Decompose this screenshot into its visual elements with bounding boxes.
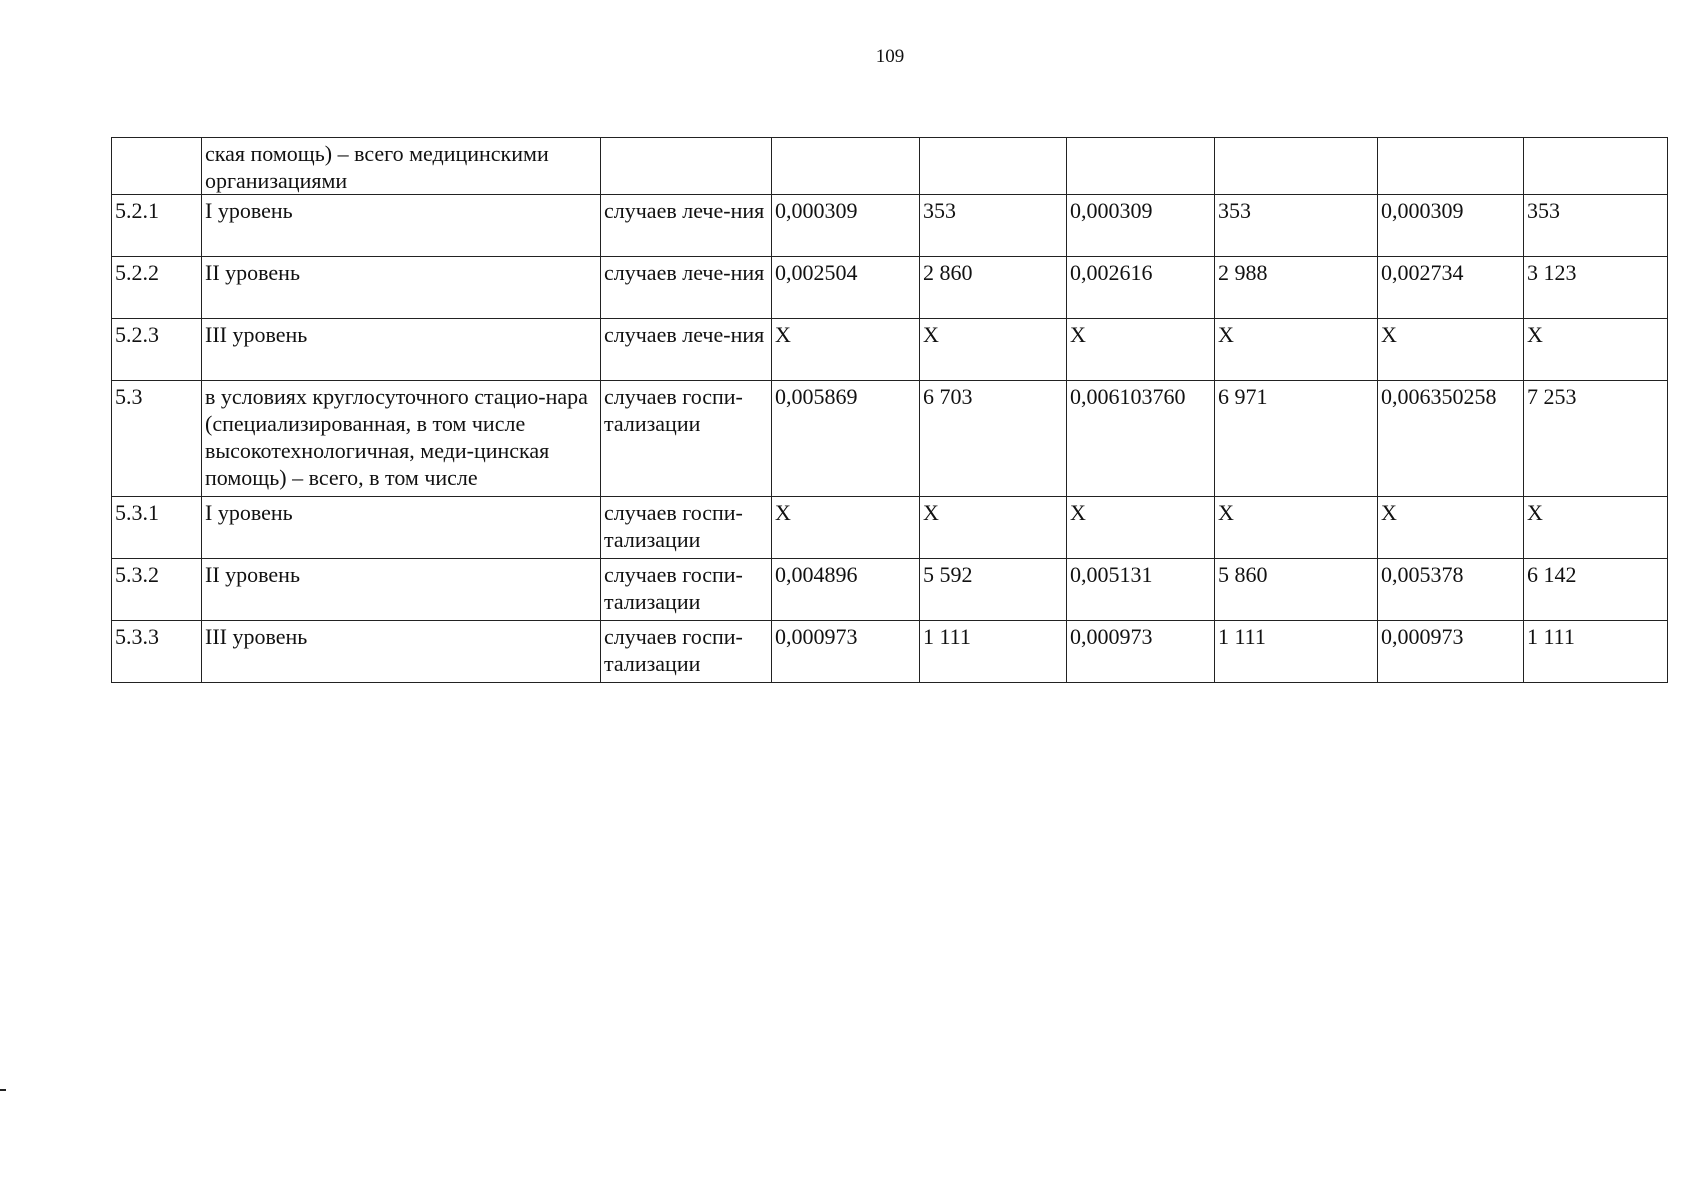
table-row: [112, 621, 1668, 683]
row-name-cell: I уровень: [202, 497, 601, 559]
value-cell: 0,002504: [772, 257, 920, 319]
row-name-cell: III уровень: [202, 319, 601, 381]
value-cell: X: [920, 497, 1067, 559]
value-cell: X: [920, 319, 1067, 381]
value-cell: 6 142: [1524, 559, 1668, 621]
value-cell: 353: [920, 195, 1067, 257]
row-code-cell: 5.3.3: [112, 621, 202, 683]
value-cell: X: [1215, 497, 1378, 559]
table-row: [112, 195, 1668, 257]
value-cell: 5 592: [920, 559, 1067, 621]
value-cell: 3 123: [1524, 257, 1668, 319]
row-unit-cell: случаев госпи-тализации: [601, 559, 772, 621]
value-cell: X: [1524, 319, 1668, 381]
value-cell: X: [1378, 319, 1524, 381]
row-name-cell: в условиях круглосуточного стацио-нара (специализированная, в том числе высокотехнологичная, меди-цинская помощь) – всего, в том числе: [202, 381, 601, 497]
row-code-cell: 5.3.2: [112, 559, 202, 621]
row-name-cell: III уровень: [202, 621, 601, 683]
table-row: [112, 319, 1668, 381]
value-cell: 353: [1524, 195, 1668, 257]
data-table: [111, 137, 1668, 683]
value-cell: X: [1067, 319, 1215, 381]
row-unit-cell: случаев лече-ния: [601, 195, 772, 257]
value-cell: [772, 138, 920, 195]
value-cell: 2 988: [1215, 257, 1378, 319]
value-cell: 0,005378: [1378, 559, 1524, 621]
value-cell: [1067, 138, 1215, 195]
row-name-cell: II уровень: [202, 257, 601, 319]
value-cell: 7 253: [1524, 381, 1668, 497]
value-cell: 0,000309: [1378, 195, 1524, 257]
value-cell: 0,002734: [1378, 257, 1524, 319]
row-unit-cell: случаев лече-ния: [601, 319, 772, 381]
row-unit-cell: случаев госпи-тализации: [601, 621, 772, 683]
value-cell: 0,005869: [772, 381, 920, 497]
value-cell: X: [1215, 319, 1378, 381]
value-cell: [1524, 138, 1668, 195]
value-cell: 1 111: [1215, 621, 1378, 683]
row-name-cell: II уровень: [202, 559, 601, 621]
row-unit-cell: случаев лече-ния: [601, 257, 772, 319]
row-code-cell: 5.2.2: [112, 257, 202, 319]
page-number: 109: [875, 46, 905, 67]
table-row: [112, 381, 1668, 497]
value-cell: 353: [1215, 195, 1378, 257]
value-cell: X: [772, 497, 920, 559]
row-code-cell: 5.2.3: [112, 319, 202, 381]
table-row: [112, 497, 1668, 559]
value-cell: 0,000973: [1067, 621, 1215, 683]
row-name-cell: I уровень: [202, 195, 601, 257]
value-cell: [1215, 138, 1378, 195]
value-cell: [920, 138, 1067, 195]
value-cell: 0,005131: [1067, 559, 1215, 621]
value-cell: 0,000973: [1378, 621, 1524, 683]
value-cell: 2 860: [920, 257, 1067, 319]
value-cell: 0,000309: [772, 195, 920, 257]
table-row: [112, 138, 1668, 195]
row-unit-cell: случаев госпи-тализации: [601, 497, 772, 559]
row-name-cell: ская помощь) – всего медицинскими организациями: [202, 138, 601, 195]
row-unit-cell: случаев госпи-тализации: [601, 381, 772, 497]
value-cell: 0,000309: [1067, 195, 1215, 257]
margin-mark: [0, 1089, 6, 1091]
row-unit-cell: [601, 138, 772, 195]
table-row: [112, 257, 1668, 319]
value-cell: 0,002616: [1067, 257, 1215, 319]
value-cell: X: [772, 319, 920, 381]
row-code-cell: [112, 138, 202, 195]
value-cell: X: [1067, 497, 1215, 559]
value-cell: 0,004896: [772, 559, 920, 621]
value-cell: 6 703: [920, 381, 1067, 497]
value-cell: 0,006103760: [1067, 381, 1215, 497]
row-code-cell: 5.2.1: [112, 195, 202, 257]
value-cell: 0,006350258: [1378, 381, 1524, 497]
row-code-cell: 5.3.1: [112, 497, 202, 559]
value-cell: 0,000973: [772, 621, 920, 683]
value-cell: X: [1378, 497, 1524, 559]
value-cell: 6 971: [1215, 381, 1378, 497]
value-cell: 5 860: [1215, 559, 1378, 621]
table-row: [112, 559, 1668, 621]
value-cell: X: [1524, 497, 1668, 559]
value-cell: [1378, 138, 1524, 195]
value-cell: 1 111: [920, 621, 1067, 683]
value-cell: 1 111: [1524, 621, 1668, 683]
row-code-cell: 5.3: [112, 381, 202, 497]
